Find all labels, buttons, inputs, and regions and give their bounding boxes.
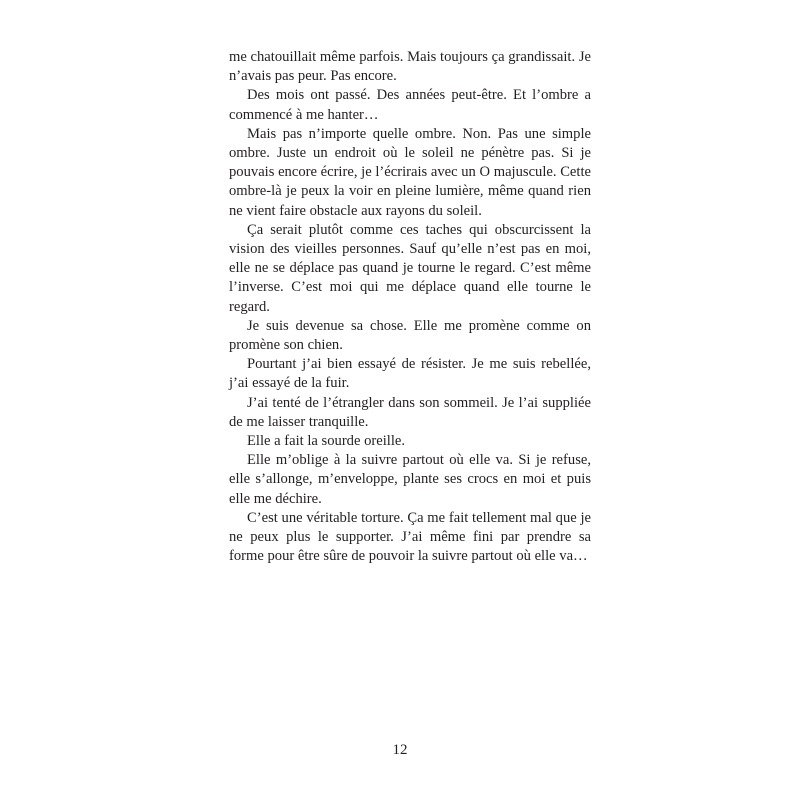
paragraph-4: Ça serait plutôt comme ces taches qui obscurcissent la vision des vieilles personnes. Sauf qu’elle n’est pas en moi, elle ne se déplace pas quand je tourne le regard. C’est même l’inverse. C’est moi qui me déplace quand elle tourne le regard. [229, 221, 591, 315]
page-number: 12 [392, 742, 408, 758]
paragraph-10: C’est une véritable torture. Ça me fait tellement mal que je ne peux plus le supporter. J’ai même fini par prendre sa forme pour être sûre de pouvoir la suivre partout où elle va… [229, 509, 591, 565]
body-text [229, 48, 591, 566]
paragraph-5: Je suis devenue sa chose. Elle me promène comme on promène son chien. [229, 317, 591, 354]
paragraph-9: Elle m’oblige à la suivre partout où elle va. Si je refuse, elle s’allonge, m’enveloppe, plante ses crocs en moi et puis elle me déchire. [229, 452, 591, 507]
paragraph-3: Mais pas n’importe quelle ombre. Non. Pas une simple ombre. Juste un endroit où le soleil ne pénètre pas. Si je pouvais encore écrire, je l’écrirais avec un O majuscule. Cette ombre-là je peux la voir en pleine lumière, même quand rien ne vient faire obstacle aux rayons du soleil. [229, 125, 591, 219]
paragraph-8: Elle a fait la sourde oreille. [247, 433, 406, 450]
paragraph-6: Pourtant j’ai bien essayé de résister. Je me suis rebellée, j’ai essayé de la fuir. [229, 356, 591, 392]
paragraph-1: me chatouillait même parfois. Mais toujours ça grandissait. Je n’avais pas peur. Pas encore. [229, 49, 591, 85]
paragraph-7: J’ai tenté de l’étrangler dans son sommeil. Je l’ai suppliée de me laisser tranquille. [229, 394, 591, 430]
paragraph-2: Des mois ont passé. Des années peut-être. Et l’ombre a commencé à me hanter… [229, 87, 591, 123]
